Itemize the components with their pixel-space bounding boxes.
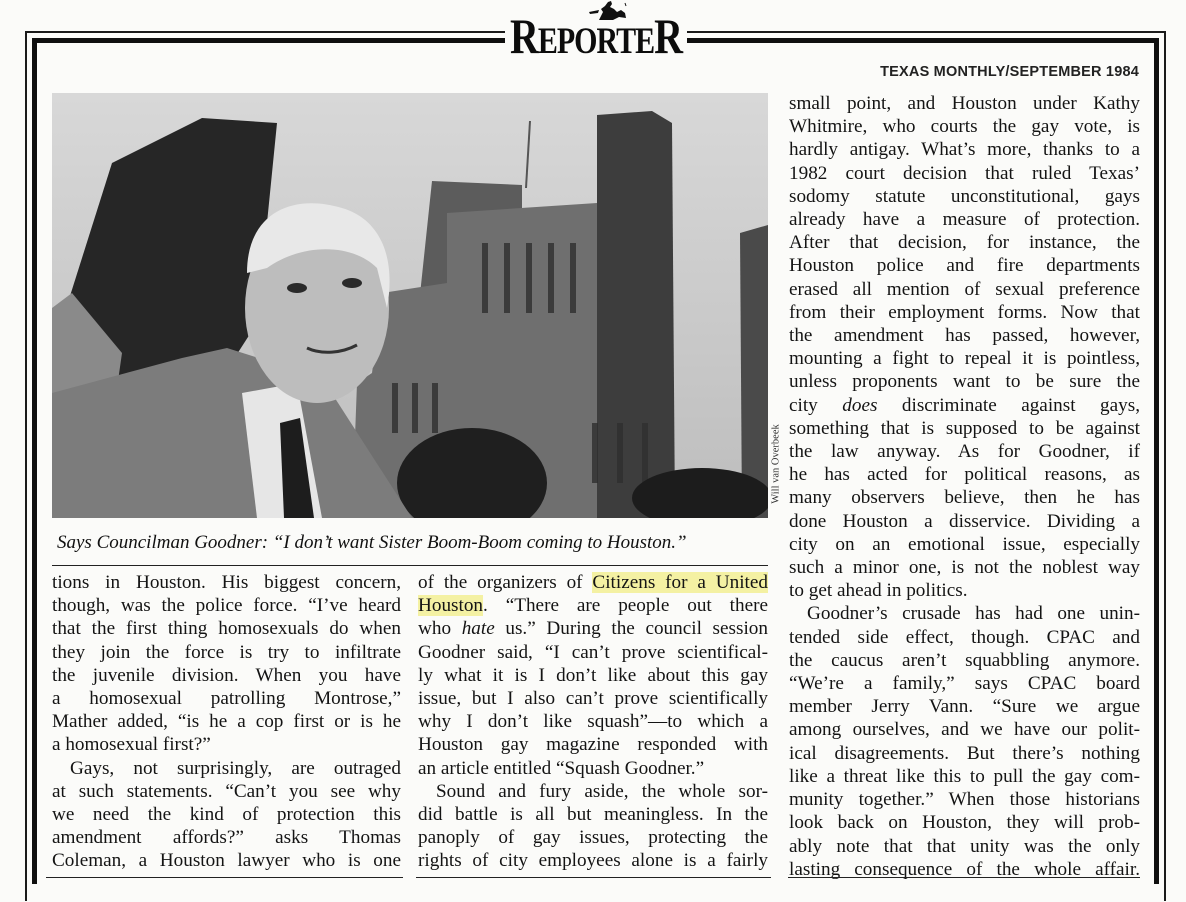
text-line: amendment affords?” asks Thomas (52, 827, 401, 849)
text-line: ly what it is I don’t like about this gay (418, 664, 768, 686)
text-fragment: who (418, 618, 462, 640)
text-line (418, 617, 768, 640)
text-line: among ourselves, and we have our polit- (789, 719, 1140, 741)
text-line: at such statements. “Can’t you see why (52, 780, 401, 802)
photo-credit (768, 410, 784, 518)
right-tower (597, 111, 675, 518)
column-middle (418, 571, 768, 873)
text-line: like a threat like this to pull the gay com- (789, 765, 1140, 787)
text-line (789, 394, 1140, 417)
text-line: city on an emotional issue, especially (789, 533, 1140, 555)
masthead-logo (509, 7, 683, 65)
text-line: Goodner said, “I can’t prove scientifical- (418, 641, 768, 663)
text-fragment: city (789, 394, 843, 416)
photo-illustration (52, 93, 768, 518)
text-line (418, 594, 768, 617)
text-line: hardly antigay. What’s more, thanks to a (789, 139, 1140, 161)
issue-line: TEXAS MONTHLY/SEPTEMBER 1984 (880, 64, 1139, 80)
text-line: the caucus aren’t squabbling anymore. (789, 649, 1140, 671)
highlighted-text[interactable]: Citizens for a United (592, 572, 769, 593)
text-line: the amendment has passed, however, (789, 325, 1140, 347)
text-line: Coleman, a Houston lawyer who is one (52, 850, 401, 872)
bottom-rule (46, 877, 403, 878)
text-line: munity together.” When those historians (789, 789, 1140, 811)
text-line: to get ahead in politics. (789, 580, 968, 602)
text-line: ical disagreements. But there’s nothing (789, 742, 1140, 764)
text-line: why I don’t like squash”—to which a (418, 711, 768, 733)
masthead (505, 0, 687, 64)
text-line: “We’re a family,” says CPAC board (789, 673, 1140, 695)
text-line: 1982 court decision that ruled Texas’ (789, 162, 1140, 184)
text-line: tions in Houston. His biggest concern, (52, 572, 401, 593)
text-fragment: . “There are people out there (483, 595, 768, 617)
text-line: they join the force is try to infiltrate (52, 641, 401, 663)
text-line: we need the kind of protection this (52, 804, 401, 826)
bottom-rule (788, 877, 1140, 878)
text-line: Whitmire, who courts the gay vote, is (789, 116, 1140, 138)
text-line: erased all mention of sexual preference (789, 278, 1140, 300)
text-line: a homosexual patrolling Montrose,” (52, 688, 401, 710)
text-line: mounting a fight to repeal it is pointless, (789, 348, 1140, 370)
photo-caption: Says Councilman Goodner: “I don’t want Sister Boom-Boom coming to Houston.” (57, 532, 687, 553)
text-line: small point, and Houston under Kathy (789, 93, 1140, 114)
text-line: done Houston a disservice. Dividing a (789, 510, 1140, 532)
emphasis-text: hate (461, 618, 495, 640)
text-line: After that decision, for instance, the (789, 232, 1140, 254)
logo-letter-last: R (654, 7, 683, 64)
text-line: tended side effect, though. CPAC and (789, 626, 1140, 648)
text-line: Sound and fury aside, the whole sor- (436, 780, 768, 802)
text-line: Gays, not surprisingly, are outraged (70, 757, 401, 779)
bottom-rule (416, 877, 771, 878)
text-line: the juvenile division. When you have (52, 664, 401, 686)
text-line: Mather added, “is he a cop first or is he (52, 711, 401, 733)
text-line: lasting consequence of the whole affair. (789, 858, 1140, 880)
text-line: Houston police and fire departments (789, 255, 1140, 277)
column-left (52, 571, 401, 873)
text-line: he has acted for political reasons, as (789, 464, 1140, 486)
highlighted-text[interactable]: Houston (418, 595, 484, 617)
text-line (418, 571, 768, 594)
column-right (789, 92, 1140, 881)
text-line: such a minor one, is not the noblest way (789, 557, 1140, 579)
text-line: sodomy statute unconstitutional, gays (789, 185, 1140, 207)
emphasis-text: does (842, 394, 878, 416)
text-line: Goodner’s crusade has had one unin- (807, 603, 1140, 625)
text-line: already have a measure of protection. (789, 209, 1140, 231)
text-line: a homosexual first?” (52, 734, 211, 756)
text-line: something that is supposed to be against (789, 417, 1140, 439)
text-line: did battle is all but meaningless. In the (418, 804, 768, 826)
text-line: an article entitled “Squash Goodner.” (418, 757, 705, 779)
text-line: many observers believe, then he has (789, 487, 1140, 509)
text-line: member Jerry Vann. “Sure we argue (789, 696, 1140, 718)
caption-rule (52, 565, 768, 566)
text-line: that the first thing homosexuals do when (52, 618, 401, 640)
article-photo (52, 93, 768, 518)
text-line: from their employment forms. Now that (789, 301, 1140, 323)
photo-credit-text: Will van Overbeek (770, 424, 782, 504)
text-line: look back on Houston, they will prob- (789, 812, 1140, 834)
text-fragment: us.” During the council session (494, 618, 768, 640)
logo-letters-middle: EPORTE (537, 20, 655, 62)
text-line: issue, but I also can’t prove scientifically (418, 688, 768, 710)
text-line: though, was the police force. “I’ve heard (52, 595, 401, 617)
text-fragment: discriminate against gays, (877, 394, 1140, 416)
text-line: unless proponents want to be sure the (789, 371, 1140, 393)
text-fragment: of the organizers of (418, 572, 593, 593)
text-line: panoply of gay issues, protecting the (418, 827, 768, 849)
text-line: ably note that that unity was the only (789, 835, 1140, 857)
text-line: the law anyway. As for Goodner, if (789, 441, 1140, 463)
text-line: Houston gay magazine responded with (418, 734, 768, 756)
text-line: rights of city employees alone is a fairly (418, 850, 768, 872)
logo-letter-first: R (509, 7, 538, 64)
